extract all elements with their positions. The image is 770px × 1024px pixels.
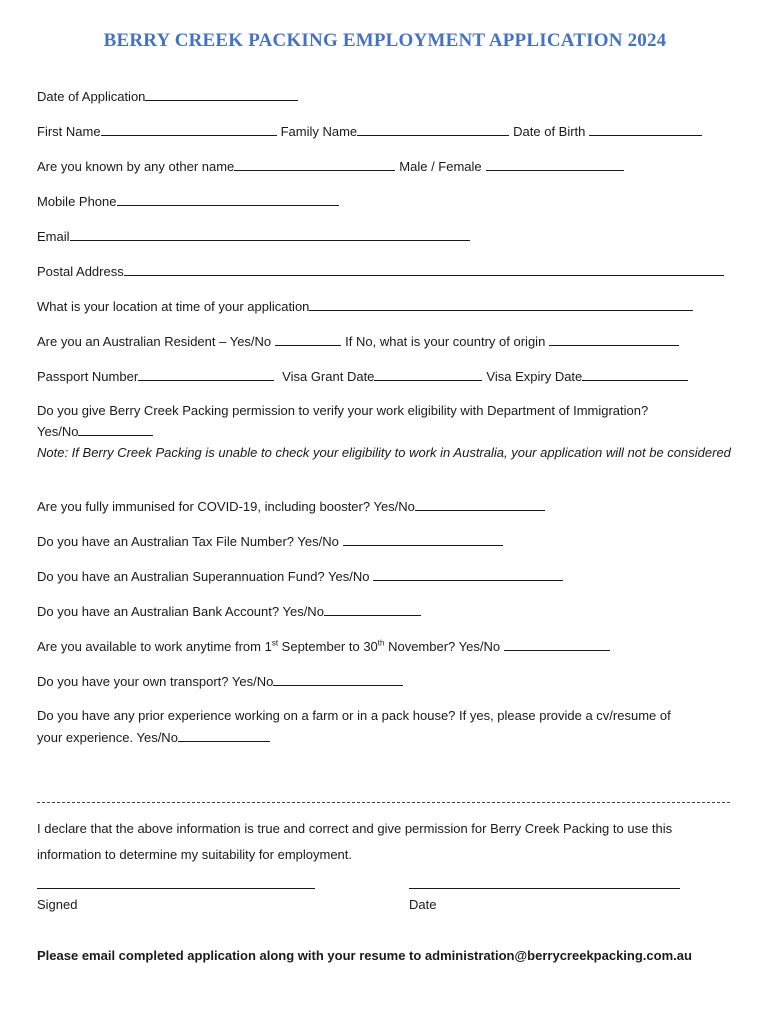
family-name-label: Family Name [280,124,358,139]
date-of-application-field[interactable] [145,88,298,101]
gender-field[interactable] [486,158,624,171]
footer-instruction: Please email completed application along with your resume to administration@berrycreekpacking.com.au [37,948,692,963]
date-of-application-label: Date of Application [37,89,146,104]
row-bank [37,603,425,620]
covid-field[interactable] [415,498,545,511]
row-mobile [37,193,343,210]
date-of-birth-label: Date of Birth [513,124,586,139]
visa-expiry-field[interactable] [582,368,688,381]
row-date-of-application [37,88,302,105]
permission-yes-no-label: Yes/No [37,424,79,439]
mobile-field[interactable] [117,193,339,206]
covid-label: Are you fully immunised for COVID-19, including booster? Yes/No [37,499,415,514]
experience-field[interactable] [178,729,270,742]
availability-field[interactable] [504,638,610,651]
date-line[interactable] [409,888,680,889]
eligibility-note: Note: If Berry Creek Packing is unable to check your eligibility to work in Australia, your application will not be considered [37,445,731,460]
row-names [37,123,706,140]
permission-question: Do you give Berry Creek Packing permission to verify your work eligibility with Department of Immigration? [37,403,649,418]
row-super [37,568,567,585]
row-passport [37,368,692,385]
row-email [37,228,474,245]
resident-field[interactable] [275,333,341,346]
mobile-label: Mobile Phone [37,194,117,209]
row-experience [37,729,274,746]
experience-label: your experience. Yes/No [37,730,178,745]
visa-grant-label: Visa Grant Date [282,369,375,384]
super-label: Do you have an Australian Superannuation Fund? Yes/No [37,569,370,584]
row-other-name [37,158,628,175]
form-title: BERRY CREEK PACKING EMPLOYMENT APPLICATION 2024 [103,30,667,51]
signature-line[interactable] [37,888,315,889]
availability-label: Are you available to work anytime from 1st September to 30th November? Yes/No [37,638,501,654]
date-of-birth-field[interactable] [589,123,702,136]
signed-label: Signed [37,897,78,912]
tfn-field[interactable] [343,533,503,546]
row-covid [37,498,549,515]
row-permission-answer [37,423,157,440]
bank-label: Do you have an Australian Bank Account? Yes/No [37,604,324,619]
postal-field[interactable] [124,263,724,276]
family-name-field[interactable] [357,123,509,136]
postal-label: Postal Address [37,264,124,279]
transport-field[interactable] [273,673,403,686]
email-label: Email [37,229,70,244]
location-label: What is your location at time of your application [37,299,310,314]
row-resident [37,333,683,350]
visa-grant-field[interactable] [374,368,482,381]
other-name-field[interactable] [234,158,395,171]
declaration-line2: information to determine my suitability for employment. [37,847,353,862]
permission-field[interactable] [78,423,153,436]
super-field[interactable] [373,568,563,581]
origin-field[interactable] [549,333,679,346]
row-location [37,298,697,315]
first-name-label: First Name [37,124,101,139]
email-field[interactable] [70,228,470,241]
resident-label: Are you an Australian Resident – Yes/No [37,334,272,349]
first-name-field[interactable] [101,123,277,136]
passport-label: Passport Number [37,369,139,384]
transport-label: Do you have your own transport? Yes/No [37,674,274,689]
other-name-label: Are you known by any other name [37,159,235,174]
location-field[interactable] [309,298,693,311]
row-postal [37,263,728,280]
origin-label: If No, what is your country of origin [345,334,546,349]
declaration-line1: I declare that the above information is true and correct and give permission for Berry Creek Packing to use this [37,821,673,836]
tfn-label: Do you have an Australian Tax File Number? Yes/No [37,534,339,549]
date-label: Date [409,897,437,912]
section-divider [37,802,730,803]
row-tfn [37,533,507,550]
row-transport [37,673,407,690]
bank-field[interactable] [324,603,421,616]
passport-field[interactable] [138,368,274,381]
visa-expiry-label: Visa Expiry Date [486,369,583,384]
row-availability [37,638,614,655]
experience-question-line1: Do you have any prior experience working on a farm or in a pack house? If yes, please provide a cv/resume of [37,708,671,723]
gender-label: Male / Female [399,159,482,174]
